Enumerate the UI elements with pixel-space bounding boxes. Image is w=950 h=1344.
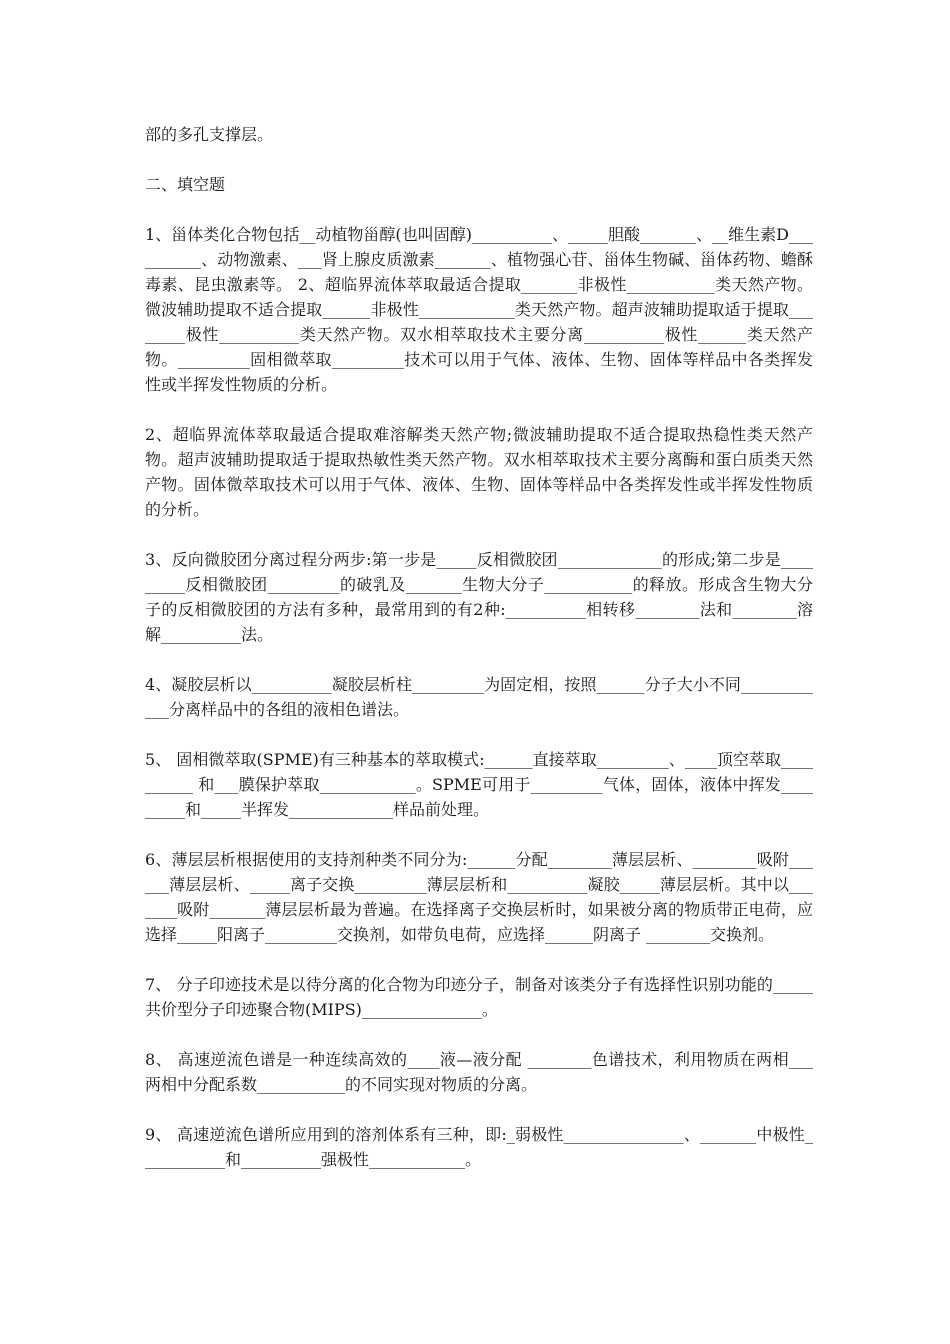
section-heading: 二、填空题 [145,175,226,194]
document-page [145,122,813,1172]
continued-text: 部的多孔支撑层。 [145,125,274,144]
paragraph-spacer [145,522,813,547]
paragraph-spacer [145,822,813,847]
question-8: 8、 高速逆流色谱是一种连续高效的____液—液分配 ________色谱技术，利用物质在两相___两相中分配系数___________的不同实现对物质的分离。 [145,1050,813,1094]
paragraph-spacer [145,147,813,172]
question-4: 4、凝胶层析以__________凝胶层析柱_________为固定相，按照______分子大小不同____________分离样品中的各组的液相色谱法。 [145,675,813,719]
question-2-answer: 2、超临界流体萃取最适合提取难溶解类天然产物;微波辅助提取不适合提取热稳性类天然产物。超声波辅助提取适于提取热敏性类天然产物。双水相萃取技术主要分离酶和蛋白质类天然产物。固体微萃取技术可以用于气体、液体、生物、固体等样品中各类挥发性或半挥发性物质的分析。 [145,425,813,519]
paragraph-spacer [145,722,813,747]
paragraph-spacer [145,1097,813,1122]
paragraph-spacer [145,647,813,672]
paragraph-spacer [145,397,813,422]
question-7: 7、 分子印迹技术是以待分离的化合物为印迹分子，制备对该类分子有选择性识别功能的_____共价型分子印迹聚合物(MIPS)_______________。 [145,975,813,1019]
question-5: 5、 固相微萃取(SPME)有三种基本的萃取模式:______直接萃取_________、____顶空萃取__________ 和___膜保护萃取____________。SPME可用于_________气体，固体，液体中挥发_________和_____半挥发_____________样品前处理。 [145,750,813,819]
paragraph-spacer [145,1022,813,1047]
question-3: 3、反向微胶团分离过程分两步:第一步是_____反相微胶团_____________的形成;第二步是_________反相微胶团_________的破乳及_______生物大分子___________的释放。形成含生物大分子的反相微胶团的方法有多种，最常用到的有2种:__________相转移________法和________溶解__________法。 [145,550,813,644]
question-1: 1、甾体类化合物包括__动植物甾醇(也叫固醇)__________、_____胆酸_______、__维生素D__________、动物激素、___肾上腺皮质激素_______、植物强心苷、甾体生物碱、甾体药物、蟾酥毒素、昆虫激素等。 2、超临界流体萃取最适合提取_______非极性___________类天然产物。微波辅助提取不适合提取______非极性____________类天然产物。超声波辅助提取适于提取________极性__________类天然产物。双水相萃取技术主要分离__________极性______类天然产物。_________固相微萃取_________技术可以用于气体、液体、生物、固体等样品中各类挥发性或半挥发性物质的分析。 [145,225,813,394]
paragraph-spacer [145,947,813,972]
question-9: 9、 高速逆流色谱所应用到的溶剂体系有三种，即:_弱极性_______________、_______中极性___________和__________强极性____________。 [145,1125,813,1169]
paragraph-spacer [145,197,813,222]
question-6: 6、薄层层析根据使用的支持剂种类不同分为:______分配________薄层层析、________吸附______薄层层析、_____离子交换_________薄层层析和__________凝胶_____薄层层析。其中以_______吸附_______薄层层析最为普遍。在选择离子交换层析时，如果被分离的物质带正电荷，应选择_____阳离子_________交换剂，如带负电荷，应选择______阴离子 ________交换剂。 [145,850,813,944]
